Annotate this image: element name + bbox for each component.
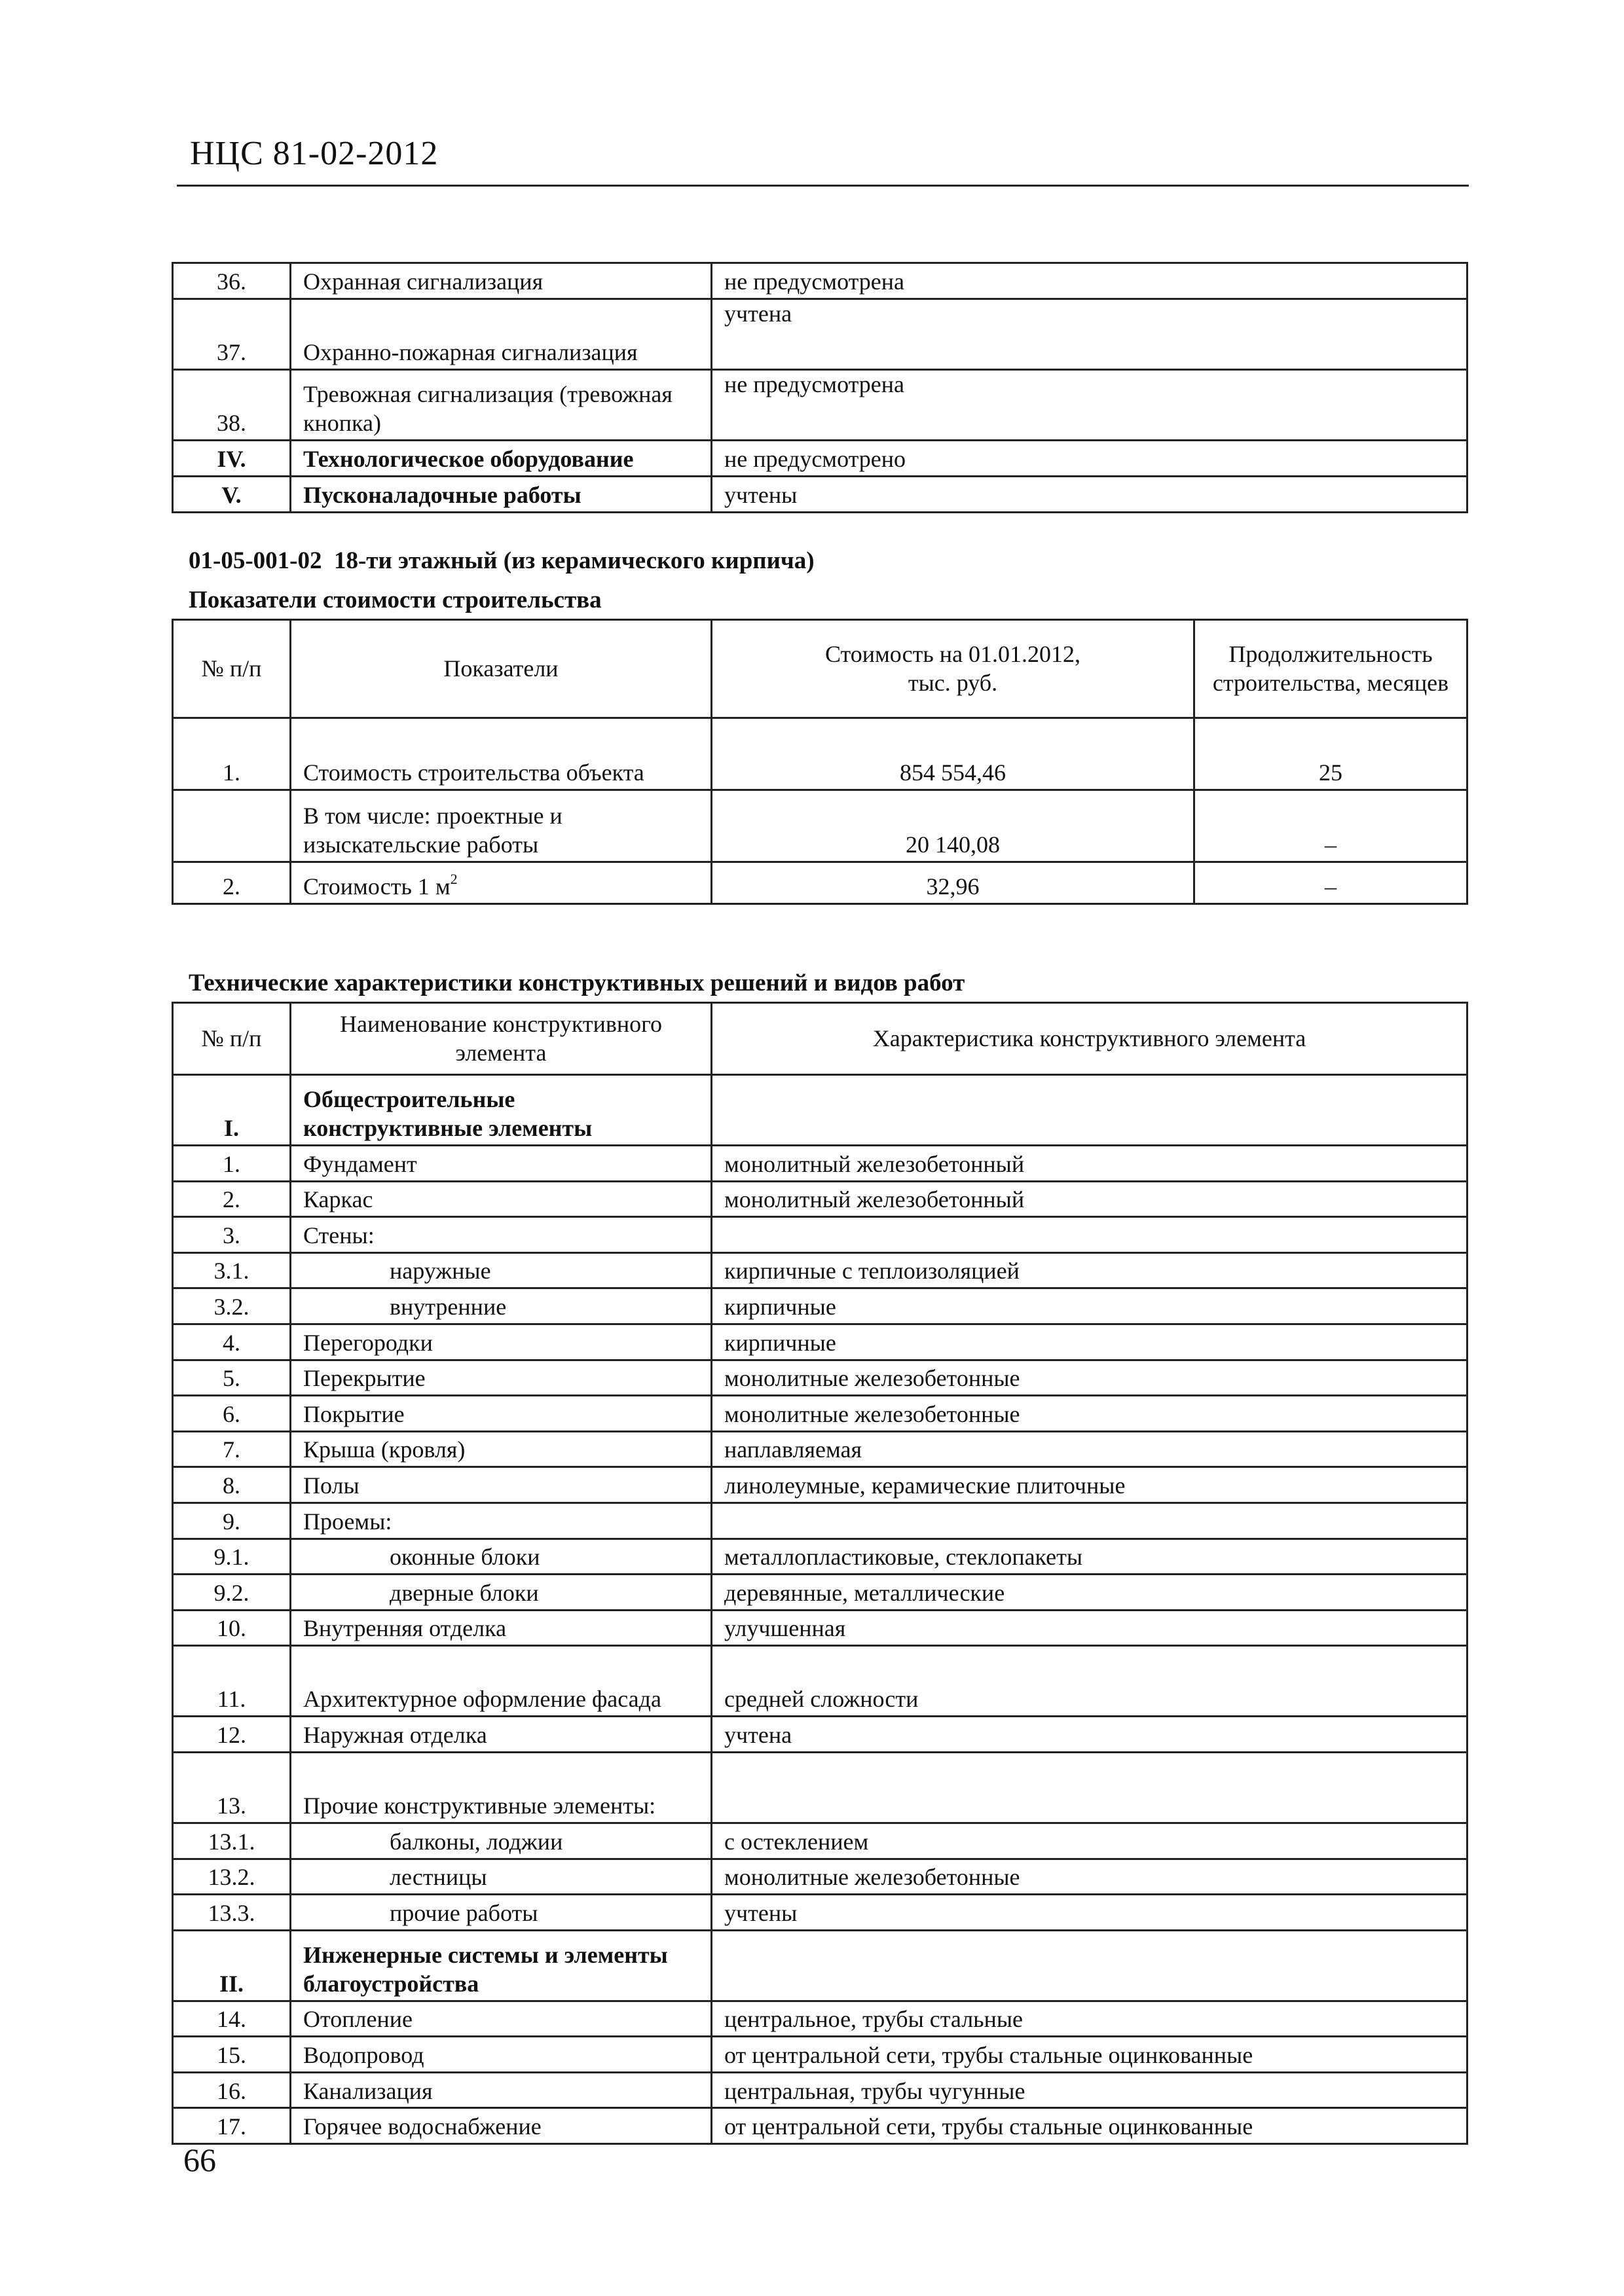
row-num: 4.	[173, 1324, 291, 1360]
table-row	[173, 370, 1467, 441]
table-row	[173, 1930, 1467, 2001]
row-name: Наружная отделка	[291, 1717, 712, 1753]
row-duration: –	[1194, 790, 1467, 862]
row-num: 13.2.	[173, 1859, 291, 1895]
row-name: Инженерные системы и элементы благоустройства	[291, 1930, 712, 2001]
row-num: 8.	[173, 1467, 291, 1503]
table-row	[173, 1252, 1467, 1288]
table-row	[173, 1146, 1467, 1182]
row-num: 2.	[173, 862, 291, 904]
row-num: IV.	[173, 441, 291, 477]
cost-header-indicator: Показатели	[291, 620, 712, 718]
row-num: II.	[173, 1930, 291, 2001]
row-desc: деревянные, металлические	[712, 1575, 1467, 1611]
row-num: 38.	[173, 370, 291, 441]
row-name: Полы	[291, 1467, 712, 1503]
table-row	[173, 718, 1467, 790]
row-desc: средней сложности	[712, 1646, 1467, 1717]
row-num: 9.2.	[173, 1575, 291, 1611]
row-desc: учтена	[712, 1717, 1467, 1753]
row-duration: –	[1194, 862, 1467, 904]
row-desc: от центральной сети, трубы стальные оцинкованные	[712, 2037, 1467, 2073]
row-name: наружные	[291, 1252, 712, 1288]
row-desc: с остеклением	[712, 1823, 1467, 1859]
row-num: 1.	[173, 1146, 291, 1182]
row-num: 3.1.	[173, 1252, 291, 1288]
row-num: 9.	[173, 1503, 291, 1539]
row-name: Охранная сигнализация	[291, 263, 712, 299]
row-num: 13.3.	[173, 1895, 291, 1931]
table-row	[173, 2001, 1467, 2037]
row-num: 6.	[173, 1396, 291, 1432]
table-row	[173, 1467, 1467, 1503]
row-name: Общестроительные конструктивные элементы	[291, 1075, 712, 1146]
row-desc: монолитный железобетонный	[712, 1181, 1467, 1217]
row-name: Прочие конструктивные элементы:	[291, 1752, 712, 1823]
superscript: 2	[450, 871, 458, 888]
row-name: Стоимость строительства объекта	[291, 718, 712, 790]
table-row	[173, 2072, 1467, 2108]
row-name: Водопровод	[291, 2037, 712, 2073]
table-row	[173, 1181, 1467, 1217]
table-row	[173, 1503, 1467, 1539]
table-row	[173, 1075, 1467, 1146]
row-desc: учтены	[712, 477, 1467, 513]
row-desc: монолитные железобетонные	[712, 1396, 1467, 1432]
row-name: Охранно-пожарная сигнализация	[291, 299, 712, 370]
row-num: 7.	[173, 1431, 291, 1467]
row-desc	[712, 1930, 1467, 2001]
table-row	[173, 299, 1467, 370]
section-code: 01-05-001-02	[189, 547, 322, 574]
row-name: Крыша (кровля)	[291, 1431, 712, 1467]
row-num: 11.	[173, 1646, 291, 1717]
table-row	[173, 1610, 1467, 1646]
top-table	[172, 262, 1468, 513]
row-num: 5.	[173, 1360, 291, 1396]
table-row	[173, 2108, 1467, 2144]
row-desc: от центральной сети, трубы стальные оцинкованные	[712, 2108, 1467, 2144]
table-row	[173, 1431, 1467, 1467]
table-row	[173, 1396, 1467, 1432]
table-row	[173, 862, 1467, 904]
row-desc: монолитные железобетонные	[712, 1859, 1467, 1895]
row-name: Покрытие	[291, 1396, 712, 1432]
row-cost: 32,96	[712, 862, 1194, 904]
row-desc	[712, 1503, 1467, 1539]
tech-table	[172, 1002, 1468, 2145]
row-desc: улучшенная	[712, 1610, 1467, 1646]
row-name: Внутренняя отделка	[291, 1610, 712, 1646]
row-desc: линолеумные, керамические плиточные	[712, 1467, 1467, 1503]
row-name	[291, 862, 712, 904]
row-name: Тревожная сигнализация (тревожная кнопка)	[291, 370, 712, 441]
row-name: Перекрытие	[291, 1360, 712, 1396]
row-num: 13.	[173, 1752, 291, 1823]
row-desc: наплавляемая	[712, 1431, 1467, 1467]
row-desc: центральная, трубы чугунные	[712, 2072, 1467, 2108]
row-desc	[712, 1075, 1467, 1146]
row-num: 3.2.	[173, 1288, 291, 1324]
header-rule	[177, 185, 1469, 187]
row-num: 12.	[173, 1717, 291, 1753]
row-desc: не предусмотрено	[712, 441, 1467, 477]
row-desc: кирпичные	[712, 1288, 1467, 1324]
section-name: 18-ти этажный (из керамического кирпича)	[333, 547, 815, 574]
table-row	[173, 1360, 1467, 1396]
row-num: 14.	[173, 2001, 291, 2037]
row-desc: центральное, трубы стальные	[712, 2001, 1467, 2037]
cost-header-duration: Продолжительность строительства, месяцев	[1194, 620, 1467, 718]
table-row	[173, 1217, 1467, 1253]
document-code: НЦС 81-02-2012	[190, 135, 439, 172]
row-name: Проемы:	[291, 1503, 712, 1539]
row-name: Пусконаладочные работы	[291, 477, 712, 513]
row-desc: кирпичные	[712, 1324, 1467, 1360]
table-row	[173, 1288, 1467, 1324]
row-name: Каркас	[291, 1181, 712, 1217]
row-name: лестницы	[291, 1859, 712, 1895]
table-row	[173, 1717, 1467, 1753]
row-num: V.	[173, 477, 291, 513]
row-desc: учтены	[712, 1895, 1467, 1931]
row-desc	[712, 1752, 1467, 1823]
tech-header-desc: Характеристика конструктивного элемента	[712, 1003, 1467, 1075]
table-row	[173, 1539, 1467, 1575]
table-row	[173, 1575, 1467, 1611]
row-name: оконные блоки	[291, 1539, 712, 1575]
row-name: Фундамент	[291, 1146, 712, 1182]
row-desc: кирпичные с теплоизоляцией	[712, 1252, 1467, 1288]
row-name: В том числе: проектные и изыскательские работы	[291, 790, 712, 862]
table-row	[173, 790, 1467, 862]
row-desc: учтена	[712, 299, 1467, 370]
row-desc	[712, 1217, 1467, 1253]
table-row	[173, 263, 1467, 299]
row-num: 16.	[173, 2072, 291, 2108]
row-num	[173, 790, 291, 862]
cost-table	[172, 619, 1468, 905]
table-row	[173, 1752, 1467, 1823]
row-num: 36.	[173, 263, 291, 299]
table-row	[173, 1895, 1467, 1931]
row-desc: не предусмотрена	[712, 263, 1467, 299]
row-name: прочие работы	[291, 1895, 712, 1931]
page-number: 66	[183, 2141, 216, 2178]
row-num: 15.	[173, 2037, 291, 2073]
row-num: 3.	[173, 1217, 291, 1253]
tech-header-num: № п/п	[173, 1003, 291, 1075]
table-row	[173, 2037, 1467, 2073]
row-desc: монолитный железобетонный	[712, 1146, 1467, 1182]
tech-header-name: Наименование конструктивного элемента	[291, 1003, 712, 1075]
row-desc: монолитные железобетонные	[712, 1360, 1467, 1396]
table-row	[173, 1646, 1467, 1717]
row-name: балконы, лоджии	[291, 1823, 712, 1859]
row-desc: металлопластиковые, стеклопакеты	[712, 1539, 1467, 1575]
table-row	[173, 1324, 1467, 1360]
row-name: Стены:	[291, 1217, 712, 1253]
row-num: I.	[173, 1075, 291, 1146]
table-row	[173, 1823, 1467, 1859]
row-name: дверные блоки	[291, 1575, 712, 1611]
row-num: 1.	[173, 718, 291, 790]
row-name: Архитектурное оформление фасада	[291, 1646, 712, 1717]
tech-table-title: Технические характеристики конструктивных решений и видов работ	[189, 970, 965, 996]
section-title	[189, 547, 815, 575]
row-name: Горячее водоснабжение	[291, 2108, 712, 2144]
row-cost: 20 140,08	[712, 790, 1194, 862]
row-duration: 25	[1194, 718, 1467, 790]
cost-header-num: № п/п	[173, 620, 291, 718]
row-name: Технологическое оборудование	[291, 441, 712, 477]
row-num: 17.	[173, 2108, 291, 2144]
row-name-text: Стоимость 1 м	[303, 873, 451, 900]
row-num: 13.1.	[173, 1823, 291, 1859]
row-num: 37.	[173, 299, 291, 370]
cost-table-title: Показатели стоимости строительства	[189, 587, 602, 613]
row-desc: не предусмотрена	[712, 370, 1467, 441]
row-num: 2.	[173, 1181, 291, 1217]
cost-header-cost: Стоимость на 01.01.2012, тыс. руб.	[712, 620, 1194, 718]
table-row	[173, 477, 1467, 513]
row-num: 9.1.	[173, 1539, 291, 1575]
row-cost: 854 554,46	[712, 718, 1194, 790]
row-name: Перегородки	[291, 1324, 712, 1360]
row-name: внутренние	[291, 1288, 712, 1324]
row-name: Канализация	[291, 2072, 712, 2108]
table-row	[173, 441, 1467, 477]
row-num: 10.	[173, 1610, 291, 1646]
table-row	[173, 1859, 1467, 1895]
row-name: Отопление	[291, 2001, 712, 2037]
